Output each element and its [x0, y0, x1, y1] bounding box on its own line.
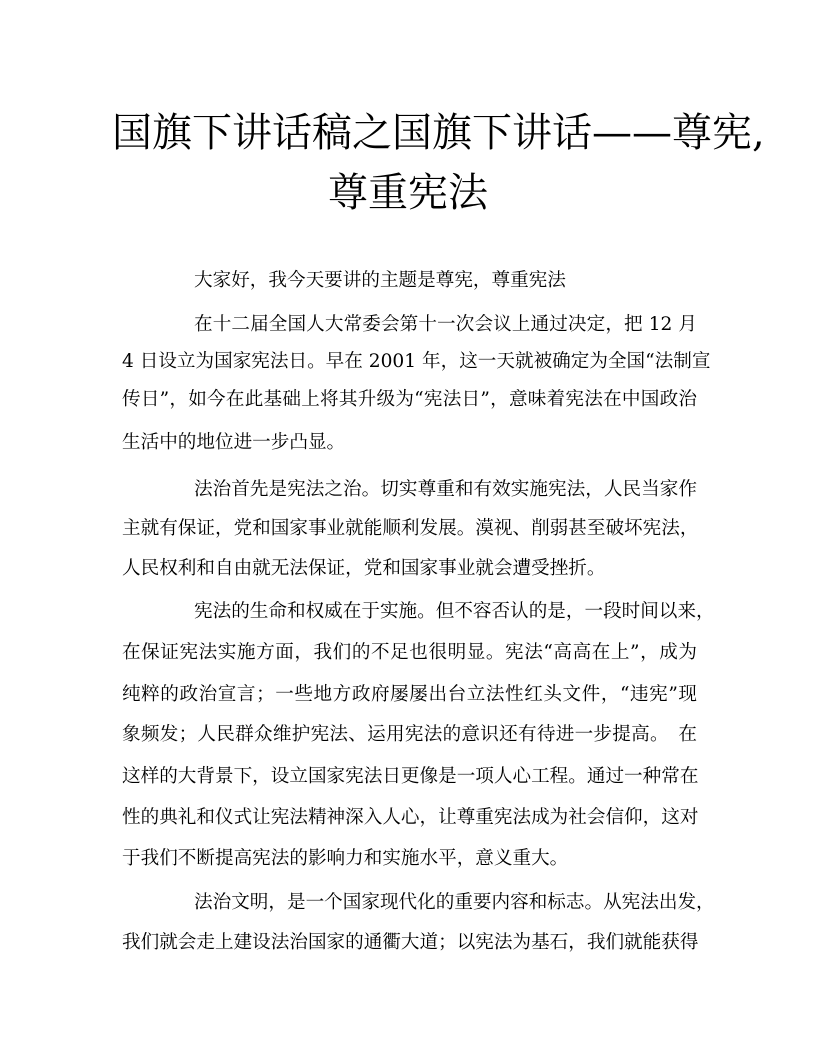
body-line: 象频发；人民群众维护宪法、运用宪法的意识还有待进一步提高。 在 [122, 724, 697, 745]
body-line: 我们就会走上建设法治国家的通衢大道；以宪法为基石，我们就能获得 [122, 932, 699, 953]
body-line: 人民权利和自由就无法保证，党和国家事业就会遭受挫折。 [122, 558, 606, 579]
body-line: 纯粹的政治宣言；一些地方政府屡屡出台立法性红头文件，“违宪”现 [122, 684, 697, 705]
body-line: 法治首先是宪法之治。切实尊重和有效实施宪法，人民当家作 [194, 479, 697, 500]
body-line: 生活中的地位进一步凸显。 [122, 432, 346, 453]
body-line: 在保证宪法实施方面，我们的不足也很明显。宪法“高高在上”，成为 [122, 642, 697, 663]
body-line: 性的典礼和仪式让宪法精神深入人心，让尊重宪法成为社会信仰，这对 [122, 807, 699, 828]
body-line: 传日”，如今在此基础上将其升级为“宪法日”，意味着宪法在中国政治 [122, 389, 697, 410]
document-title-line-1: 国旗下讲话稿之国旗下讲话——尊宪, [112, 110, 765, 156]
document-title-line-2: 尊重宪法 [328, 170, 488, 216]
body-line: 于我们不断提高宪法的影响力和实施水平，意义重大。 [122, 848, 569, 869]
body-line: 法治文明，是一个国家现代化的重要内容和标志。从宪法出发， [194, 892, 715, 913]
body-line: 这样的大背景下，设立国家宪法日更像是一项人心工程。通过一种常在 [122, 766, 699, 787]
body-line: 主就有保证，党和国家事业就能顺利发展。漠视、削弱甚至破坏宪法， [122, 518, 699, 539]
body-line: 宪法的生命和权威在于实施。但不容否认的是，一段时间以来， [194, 601, 715, 622]
body-line: 大家好，我今天要讲的主题是尊宪，尊重宪法 [194, 270, 566, 291]
body-line: 在十二届全国人大常委会第十一次会议上通过决定，把 12 月 [194, 314, 697, 335]
body-line: 4 日设立为国家宪法日。早在 2001 年，这一天就被确定为全国“法制宣 [122, 351, 711, 372]
